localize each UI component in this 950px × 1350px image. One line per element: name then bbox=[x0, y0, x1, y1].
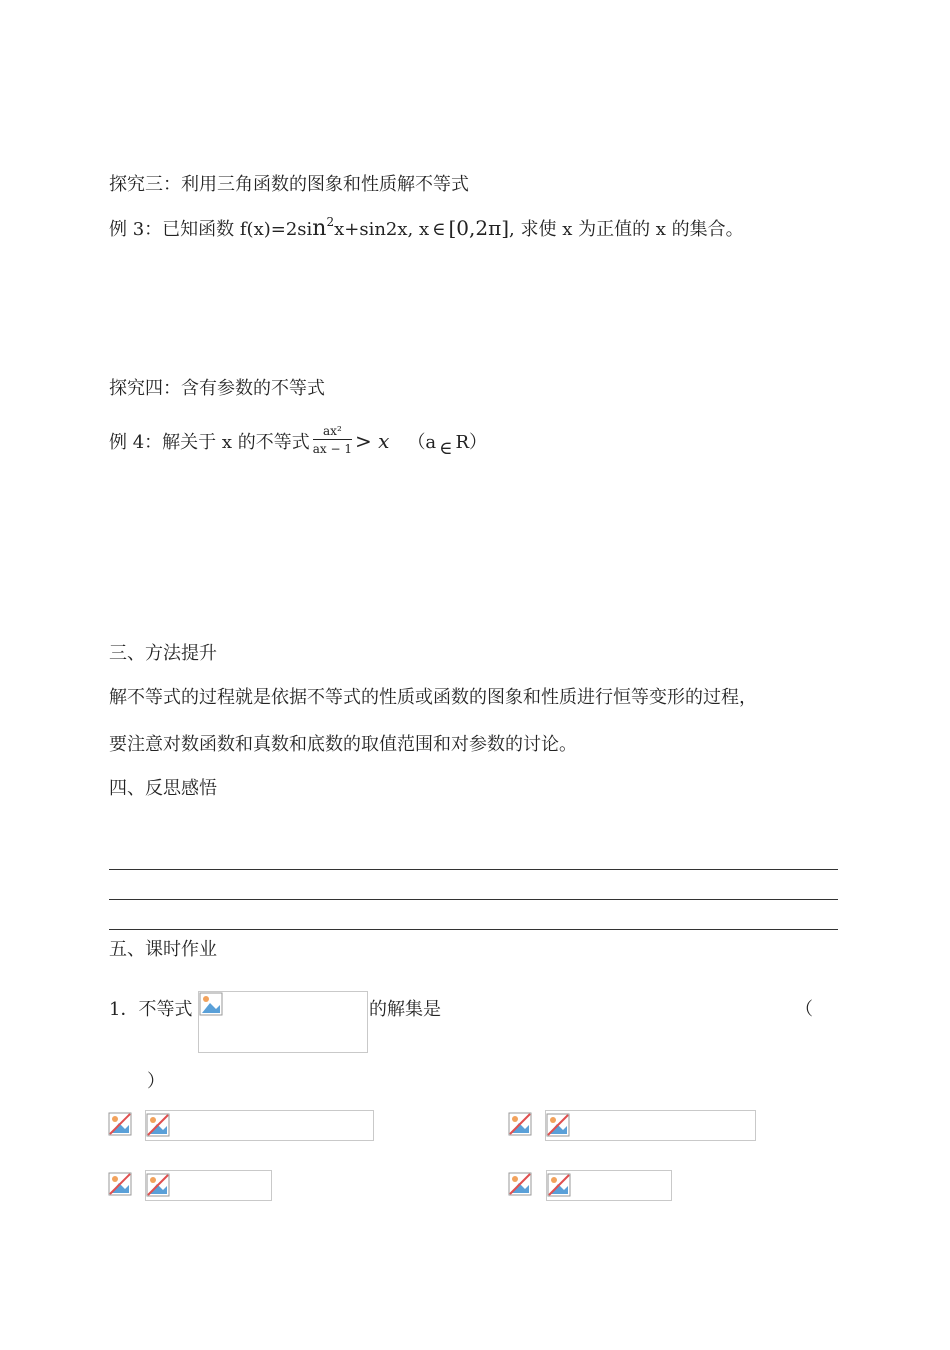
example4-param-close: R） bbox=[455, 432, 488, 453]
question1-formula-image bbox=[198, 991, 368, 1053]
example3-mid: x+sin2x, x bbox=[334, 219, 430, 240]
homework-heading: 五、课时作业 bbox=[109, 939, 217, 960]
method-line-2: 要注意对数函数和真数和底数的取值范围和对参数的讨论。 bbox=[109, 734, 577, 755]
example4-param-open: （a bbox=[407, 432, 437, 453]
example4-fraction bbox=[313, 425, 352, 455]
example3-prefix: 例 3：已知函数 f(x)=2si bbox=[109, 219, 313, 240]
example4-param-in: ∈ bbox=[439, 438, 453, 459]
option-a-label-broken-icon bbox=[108, 1112, 132, 1136]
broken-image-icon bbox=[146, 1173, 170, 1197]
option-b-image bbox=[545, 1110, 756, 1141]
broken-image-icon bbox=[546, 1113, 570, 1137]
fraction-denominator: ax − 1 bbox=[312, 442, 353, 456]
example3-in-symbol: ∈ bbox=[432, 219, 446, 240]
answer-paren-close: ） bbox=[147, 1071, 165, 1092]
example3-n: n bbox=[312, 216, 327, 241]
example4-prefix: 例 4：解关于 x 的不等式 bbox=[109, 432, 310, 453]
broken-image-icon bbox=[146, 1113, 170, 1137]
section3-heading: 探究三：利用三角函数的图象和性质解不等式 bbox=[109, 174, 469, 195]
option-d-label-broken-icon bbox=[508, 1172, 532, 1196]
option-c-label-broken-icon bbox=[108, 1172, 132, 1196]
example4 bbox=[109, 424, 488, 459]
example4-x: x bbox=[378, 429, 390, 453]
option-c-image bbox=[145, 1170, 272, 1201]
option-b-label-broken-icon bbox=[508, 1112, 532, 1136]
option-d-image bbox=[546, 1170, 672, 1201]
example4-gt: > bbox=[355, 429, 379, 453]
writing-line-3 bbox=[109, 929, 838, 930]
writing-line-2 bbox=[109, 899, 838, 900]
example3 bbox=[109, 216, 744, 240]
reflect-heading: 四、反思感悟 bbox=[109, 778, 217, 799]
question1-prefix: 1．不等式 bbox=[109, 999, 193, 1020]
example3-suffix: , 求使 x 为正值的 x 的集合。 bbox=[509, 219, 744, 240]
section4-heading: 探究四：含有参数的不等式 bbox=[109, 378, 325, 399]
writing-line-1 bbox=[109, 869, 838, 870]
method-line-1: 解不等式的过程就是依据不等式的性质或函数的图象和性质进行恒等变形的过程， bbox=[109, 687, 757, 708]
broken-image-icon bbox=[199, 992, 223, 1016]
broken-image-icon bbox=[547, 1173, 571, 1197]
example3-sup: 2 bbox=[326, 215, 335, 229]
example3-interval: [0,2π] bbox=[448, 216, 510, 240]
question1-suffix: 的解集是 bbox=[369, 999, 441, 1020]
answer-paren-open: （ bbox=[795, 999, 813, 1020]
option-a-image bbox=[145, 1110, 374, 1141]
method-heading: 三、方法提升 bbox=[109, 643, 217, 664]
fraction-numerator: ax² bbox=[313, 425, 352, 440]
